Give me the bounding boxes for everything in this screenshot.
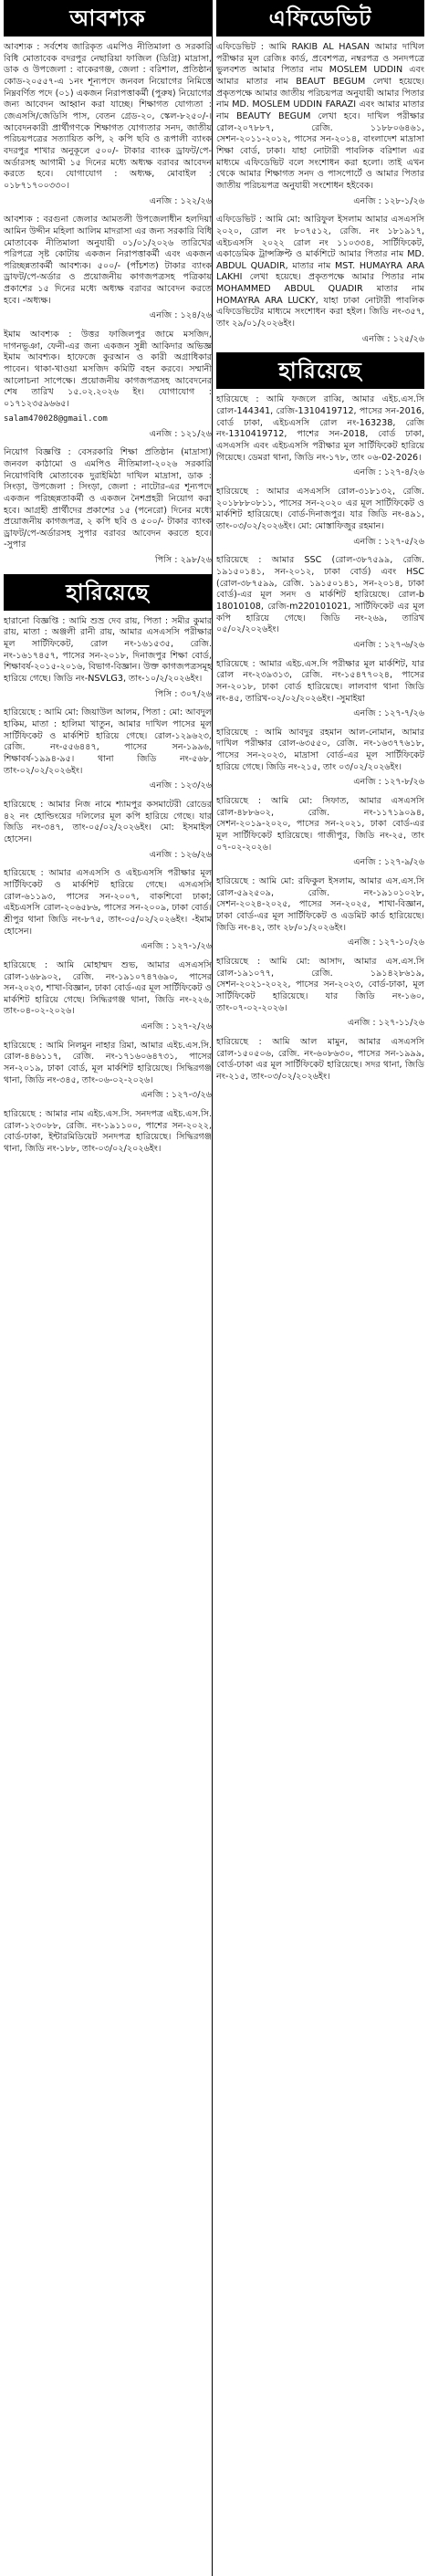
ad-code: এনজি : ১২১/২৬ (149, 428, 212, 439)
ad-code: এনজি : ১২৩/২৬ (149, 780, 212, 791)
classified-ad: হারিয়েছে : আমি আবদুর রহমান আল-নোমান, আমার দাখিল পরীক্ষার রোল-৬৩৫৫০, রেজি. নং-১৬৩৭৭৬১৮, পাসের সন-২০২৩, মাদ্রাসা বোর্ড-এর মূল সার্টিফিকেট হারিয়ে গেছে। জিডি নং-২১৫, তাং ০৩/০২/২০২৬ইং। (216, 727, 424, 772)
section-header-affidavit: এফিডেভিট (216, 0, 424, 37)
ad-code: এনজি : ১২৭-৯/২৬ (353, 857, 424, 868)
classified-ad: হারিয়েছে : আমার এইচ.এস.সি পরীক্ষার মূল মার্কশিট, যার রোল নং-২৩৯৩১৩, রেজি. নং-১৫৪৭৭০২৪, পাসের সন-২০১৮, ঢাকা বোর্ড হারিয়েছে। লালবাগ থানা জিডি নং-৪৫, তারিখ-০২/০২/২০২৬ইং। -সুমাইয়া (216, 658, 424, 704)
ad-code: এনজি : ১২৪/২৬ (149, 310, 212, 321)
classified-ad: হারিয়েছে : আমি মো: রফিকুল ইসলাম, আমার এস.এস.সি রোল-৫৯২৫০৯, রেজি. নং-১৯১০১০২৮, সেশন-২০২৪-২০২৫, পাসের সন-২০২৫, শাখা-বিজ্ঞান, ঢাকা বোর্ড-এর মূল সার্টিফিকেট ও এডমিট কার্ড হারিয়েছে। জিডি নং-৪২, তাং ২৮/০১/২০২৬ইং। (216, 876, 424, 933)
ad-code: পিসি : ২৯৮/২৬ (154, 555, 212, 566)
right-column (216, 0, 424, 1087)
ad-code: এনজি : ১২৭-৪/২৬ (353, 467, 424, 478)
classified-ad: হারানো বিজ্ঞপ্তি : আমি শুভ্র দেব রায়, পিতা : সমীর কুমার রায়, মাতা : অঞ্জলী রানী রায়, আমার এসএসসি পরীক্ষার মূল সার্টিফিকেট, রোল নং-১৬১৫৩৫, রেজি. নং-১৬১৭৪৫৭, পাসের সন-২০১৮, দিনাজপুর শিক্ষা বোর্ড, শিক্ষাবর্ষ-২০১৫-২০১৬, বিভাগ-বিজ্ঞান। উক্ত কাগজপত্রসমূহ হারিয়ে গেছে। জিডি নং-NSVLG3, তাং-১০/২/২০২৬ইং। (4, 615, 212, 685)
ad-code: এনজি : ১২৭-১০/২৬ (347, 937, 424, 948)
ad-code: এনজি : ১২৭-৫/২৬ (353, 536, 424, 547)
classified-ad: হারিয়েছে : আমি ফজলে রাব্বি, আমার এইচ.এস.সি রোল-144341, রেজি-1310419712, পাসের সন-2016, বোর্ড ঢাকা, এইচএসসি রোল নং-163238, রেজি নং-1310419712, পাশের সন-2018, বোর্ড ঢাকা, এসএসসি এবং এইচএসসি পরীক্ষার মূল সার্টিফিকেট হারিয়ে গিয়েছে। ডেমরা থানা, জিডি নং-১৭৮, তাং ০৬-02-2026। (216, 394, 424, 463)
ad-code: এনজি : ১২৭-৭/২৬ (353, 708, 424, 719)
ad-code: এনজি : ১২৭-২/২৬ (141, 1021, 212, 1032)
ad-code: এনজি : ১২৮-১/২৬ (353, 195, 424, 206)
ad-code: এনজি : ১২৬/২৬ (149, 849, 212, 860)
classified-ad: হারিয়েছে : আমার এসএসসি রোল-৩১৮১৩২, রেজি. ২০১৮৮৮০৮১১, পাসের সন-২০২০ এর মূল সার্টিফিকেট ও মার্কশিট হারিয়েছে। বোর্ড-দিনাজপুর। যার জিডি নং-৪৯১, তাং-০৩/০২/২০২৬ইং। মো: মোস্তাফিজুর রহমান। (216, 487, 424, 531)
ad-code: এনজি : ১২৭-৮/২৬ (353, 777, 424, 788)
column-divider (212, 0, 213, 2576)
classified-ad: হারিয়েছে : আমি মোহাম্মদ শুভ, আমার এসএসসি রোল-১৬৮৯০২, রেজি. নং-১৯১০৭৪৭৬৯০, পাসের সন-২০২৩, শাখা-বিজ্ঞান, ঢাকা বোর্ড-এর মূল সার্টিফিকেট ও মার্কশিট হারিয়ে গেছে। সিদ্ধিরগঞ্জ থানা, জিডি নং-২২৬, তাং-০৪-০২-২০২৬। (4, 959, 212, 1017)
classified-ad: হারিয়েছে : আমার নিজ নামে শ্যামপুর কসমাটেরী রোডের ৪২ নং হোল্ডিংয়ের দলিলের মূল কপি হারিয়ে গেছে। যার জিডি নং-৩৪৭, তাং-০৫/০২/২০২৬ইং। মো: ইসমাইল হোসেন। (4, 799, 212, 844)
classified-ad: হারিয়েছে : আমি মো: জিয়াউল আলম, পিতা : মো: আবদুল হাকিম, মাতা : হালিমা খাতুন, আমার দাখিল পাসের মূল সার্টিফিকেট ও মার্কশিট হারিয়ে গেছে। রোল-১২৯৬২৩, রেজি. নং-৫৫৬৪৪৭, পাসের সন-১৯৯৬, শিক্ষাবর্ষ-১৯৯৪-৯৫। থানা জিডি নং-৫৬৮, তাং-০২/০২/২০২৬ইং। (4, 707, 212, 776)
classified-ad: হারিয়েছে : আমি আল মামুন, আমার এসএসসি রোল-১৫০৫০৬, রেজি. নং-৬০৮৬৩০, পাসের সন-১৯৯৯, বোর্ড-ঢাকা এর মূল সার্টিফিকেট হারিয়েছে। সদর থানা, জিডি নং-২১৫, তাং-০৩/০২/২০২৬ইং। (216, 1036, 424, 1082)
ad-code: এনজি : ১২২/২৬ (149, 195, 212, 206)
classified-ad: আবশ্যক : বরগুনা জেলার আমতলী উপজেলাধীন হলদিয়া আমিন উদ্দীন মহিলা আলিম মাদরাসা এর জন্য সরকারি বিধি মোতাবেক নীতিমালা অনুযায়ী ০১/০১/২০২৬ তারিখের পরিপত্রে সৃষ্ট কোটায় একজন নিরাপত্তাকর্মী এবং একজন পরিচ্ছন্নতাকর্মী আবশ্যক। ৫০০/- (পাঁচশত) টাকার ব্যাংক ড্রাফট/পে-অর্ডার ও প্রয়োজনীয় কাগজপত্রসহ পত্রিকায় প্রকাশের ১৫ দিনের মধ্যে অধ্যক্ষ বরাবর আবেদন করতে হবে। -অধ্যক্ষ। (4, 215, 212, 306)
classified-ad: হারিয়েছে : আমি মো: সিফাত, আমার এসএসসি রোল-৪৮৮৬০২, রেজি. নং-১১৭১৯০৯৪, সেশন-২০১৯-২০২০, পাসের সন-২০২১, ঢাকা বোর্ড-এর মূল সার্টিফিকেট হারিয়েছে। গাজীপুর, জিডি নং-২৫, তাং ০৭-০২-২০২৬। (216, 796, 424, 853)
classified-ad: হারিয়েছে : আমি মো: আসাদ, আমার এস.এস.সি রোল-১৯১০৭৭, রেজি. ১৯১৪২৮৬১৯, সেশন-২০২১-২০২২, পাসের সন-২০২৩, বোর্ড-ঢাকা, মূল সার্টিফিকেট হারিয়েছে। যার জিডি নং-১৬০, তাং-০৭-০২-২০২৬। (216, 956, 424, 1013)
classified-ad: ইমাম আবশ্যক : উত্তর ফাজিলপুর জামে মসজিদ, দাগনভূঞা, ফেনী-এর জন্য একজন সুন্নী আকিদার অভিজ্ঞ ইমাম আবশ্যক। হাফেজে কুরআন ও কারী অগ্রাধিকার পাবেন। থাকা-খাওয়া মসজিদ কমিটি বহন করবে। সম্মানী আলোচনা সাপেক্ষে। প্রয়োজনীয় কাগজপত্রসহ আবেদনের শেষ তারিখ ১৫.০২.২০২৬ ইং। যোগাযোগ : ০১৭১২৩৫৯৬৬৫। (4, 330, 212, 410)
ad-code: এনজি : ১২৭-১১/২৬ (347, 1018, 424, 1029)
ad-code: পিসি : ৩০৭/২৬ (154, 688, 212, 699)
left-column (4, 0, 212, 1159)
ad-code: এনজি : ১২৭-৩/২৬ (141, 1090, 212, 1101)
classified-ad: নিয়োগ বিজ্ঞপ্তি : বেসরকারি শিক্ষা প্রতিষ্ঠান (মাদ্রাসা) জনবল কাঠামো ও এমপিও নীতিমালা-২০২৬ সরকারি নিয়োগবিধি মোতাবেক দুরাইমিঠা দাখিল মাদ্রাসা, ডাক : সিংড়া, উপজেলা : সিংড়া, জেলা : নাটোর-এর শূন্যপদে একজন পরিচ্ছন্নতাকর্মী ও একজন নৈশপ্রহরী নিয়োগ করা হবে। আগ্রহী প্রার্থীদের প্রকাশের ১৫ (পনেরো) দিনের মধ্যে প্রয়োজনীয় কাগজপত্র, ২ কপি ছবি ও ৫০০/- টাকার ব্যাংক ড্রাফট/পে-অর্ডারসহ সুপার বরাবর আবেদন করতে হবে। -সুপার (4, 447, 212, 550)
classified-ad: হারিয়েছে : আমার নাম এইচ.এস.সি. সনদপত্র এইচ.এস.সি. রোল-১২৩০৮৮, রেজি. নং-১৯১১০০, পাশের সন-২০২২, বোর্ড-ঢাকা, ইন্টারমিডিয়েট সনদপত্র হারিয়েছে। সিদ্ধিরগঞ্জ থানা, জিডি নং-১৮৮, তাং-০৩/০২/২০২৬ইং। (4, 1109, 212, 1155)
contact-email[interactable]: salam470028@gmail.com (4, 414, 108, 424)
ad-code: এনজি : ১২৫/২৬ (361, 333, 424, 344)
classified-ad: এফিডেভিট : আমি মো: আরিফুল ইসলাম আমার এসএসসি ২০২০, রোল নং ৮০৭৫১২, রেজি. নং ১৮১৯১৭, এইচএসসি ২০২২ রোল নং ১১০৩৩৪, সার্টিফিকেট, একাডেমিক ট্রান্সক্রিপ্ট ও মার্কশিটে আমার পিতার নাম MD. ABDUL QUADIR, মাতার নাম MST. HUMAYRA ARA LAKHI লেখা হয়েছে। প্রকৃতপক্ষে আমার পিতার নাম MOHAMMED ABDUL QUADIR মাতার নাম HOMAYRA ARA LUCKY, যাহা ঢাকা নোটারী পাবলিক এফিডেভিটের মাধ্যমে সংশোধন করা হইল। জিডি নং-৩৫৭, তাং ২৯/০১/২০২৬ইং। (216, 215, 424, 330)
section-header-wanted: আবশ্যক (4, 0, 212, 37)
classified-ad: হারিয়েছে : আমার এসএসসি ও এইচএসসি পরীক্ষার মূল সার্টিফিকেট ও মার্কশিট হারিয়ে গেছে। এসএসসি রোল-৬১১৯৩, পাসের সন-২০০৭, বাকশিবো ঢাকা; এইচএসসি রোল-২০৬৫৮৬, পাসের সন-২০০৯, ঢাকা বোর্ড। শ্রীপুর থানা জিডি নং-৮৭৫, তাং-০৫/০২/২০২৬ইং। -ইমাম হোসেন। (4, 868, 212, 937)
ad-code: এনজি : ১২৭-১/২৬ (141, 941, 212, 952)
classified-ad: এফিডেভিট : আমি RAKIB AL HASAN আমার দাখিল পরীক্ষার মূল রেজিঃ কার্ড, প্রবেশপত্র, নম্বরপত্র ও সনদপত্রে ভুলবশত আমার পিতার নাম MOSLEM UDDIN এবং আমার মাতার নাম BEAUT BEGUM লেখা হয়েছে। প্রকৃতপক্ষে আমার জাতীয় পরিচয়পত্র অনুযায়ী আমার পিতার নাম MD. MOSLEM UDDIN FARAZI এবং আমার মাতার নাম BEAUTY BEGUM লেখা হবে। দাখিল পরীক্ষার রোল-২০৭৮৮৭, রেজি. ১১৮৮০৬৪৬১, সেশন-২০১১-২০১২, পাসের সন-২০১৪, বাংলাদেশ মাদ্রাসা শিক্ষা বোর্ড, ঢাকা। যাহা নোটারী পাবলিক বরিশাল এর মাধ্যমে এফিডেভিট বলে সংশোধন করা হলো। তাই এখন থেকে আমার শিক্ষাগত সনদ ও পাসপোর্টে ও আমার পিতার জাতীয় পরিচয়পত্র অনুযায়ী সংশোধন হইবেক। (216, 42, 424, 191)
classified-ad: হারিয়েছে : আমি নিলমুন নাহার রিমা, আমার এইচ.এস.সি. রোল-৪৪৬১১৭, রেজি. নং-১৭১৬০৬৪৭৩১, পাসের সন-২০১৯, ঢাকা বোর্ড, মূল মার্কশিট হারিয়েছে। সিদ্ধিরগঞ্জ থানা, জিডি নং-৩৪৫, তাং-০৬-০২-২০২৬। (4, 1040, 212, 1085)
classified-ad: হারিয়েছে : আমার SSC (রোল-৩৮৭৫৯৯, রেজি. ১৯১৫০১৪১, সন-২০১২, ঢাকা বোর্ড) এবং HSC (রোল-৩৮৭৫৯৯, রেজি. ১৯১৫০১৪১, সন-২০১৪, ঢাকা বোর্ড)-এর মূল সনদ ও মার্কশিট হারিয়েছে। রোল-b 18010108, রেজি-m220101021, সার্টিফিকেট এর মূল কপি হারিয়ে গেছে। জিডি নং-২৬৯, তারিখ ০৫/০২/২০২৬ইং। (216, 555, 424, 635)
ad-code: এনজি : ১২৭-৬/২৬ (353, 639, 424, 650)
classified-ad: আবশ্যক : সর্বশেষ জারিকৃত এমপিও নীতিমালা ও সরকারি বিধি মোতাবেক বদরপুর নেছারিয়া ফাজিল (ডিগ্রি) মাদ্রাসা, ডাক ও উপজেলা : বাকেরগঞ্জ, জেলা : বরিশাল, প্রতিষ্ঠান কোড-২০৫৫৭-এ ১নং শূন্যপদে জনবল নিয়োগের নিমিত্তে নিম্নবর্ণিত পদে (০১) একজন নিরাপত্তাকর্মী (পুরুষ) নিয়োগের জন্য আবেদন আহ্বান করা যাচ্ছে। শিক্ষাগত যোগ্যতা : জেএসসি/জেডিসি পাস, বেতন গ্রেড-২০, স্কেল-৮২৫০/-। আবেদনকারী প্রার্থীগণকে শিক্ষাগত যোগ্যতার সনদ, জাতীয় পরিচয়পত্রের সত্যায়িত কপি, ২ কপি ছবি ও রূপালী ব্যাংক বদরপুর শাখার অনুকূলে ৫০০/- টাকার ব্যাংক ড্রাফট/পে-অর্ডারসহ আগামী ১৫ দিনের মধ্যে অধ্যক্ষ বরাবর আবেদন করতে হবে। যোগাযোগ : অধ্যক্ষ, মোবাইল : ০১৮৭১৭০০৩৩০। (4, 42, 212, 191)
section-header-lost: হারিয়েছে (4, 574, 212, 611)
section-header-lost: হারিয়েছে (216, 352, 424, 389)
